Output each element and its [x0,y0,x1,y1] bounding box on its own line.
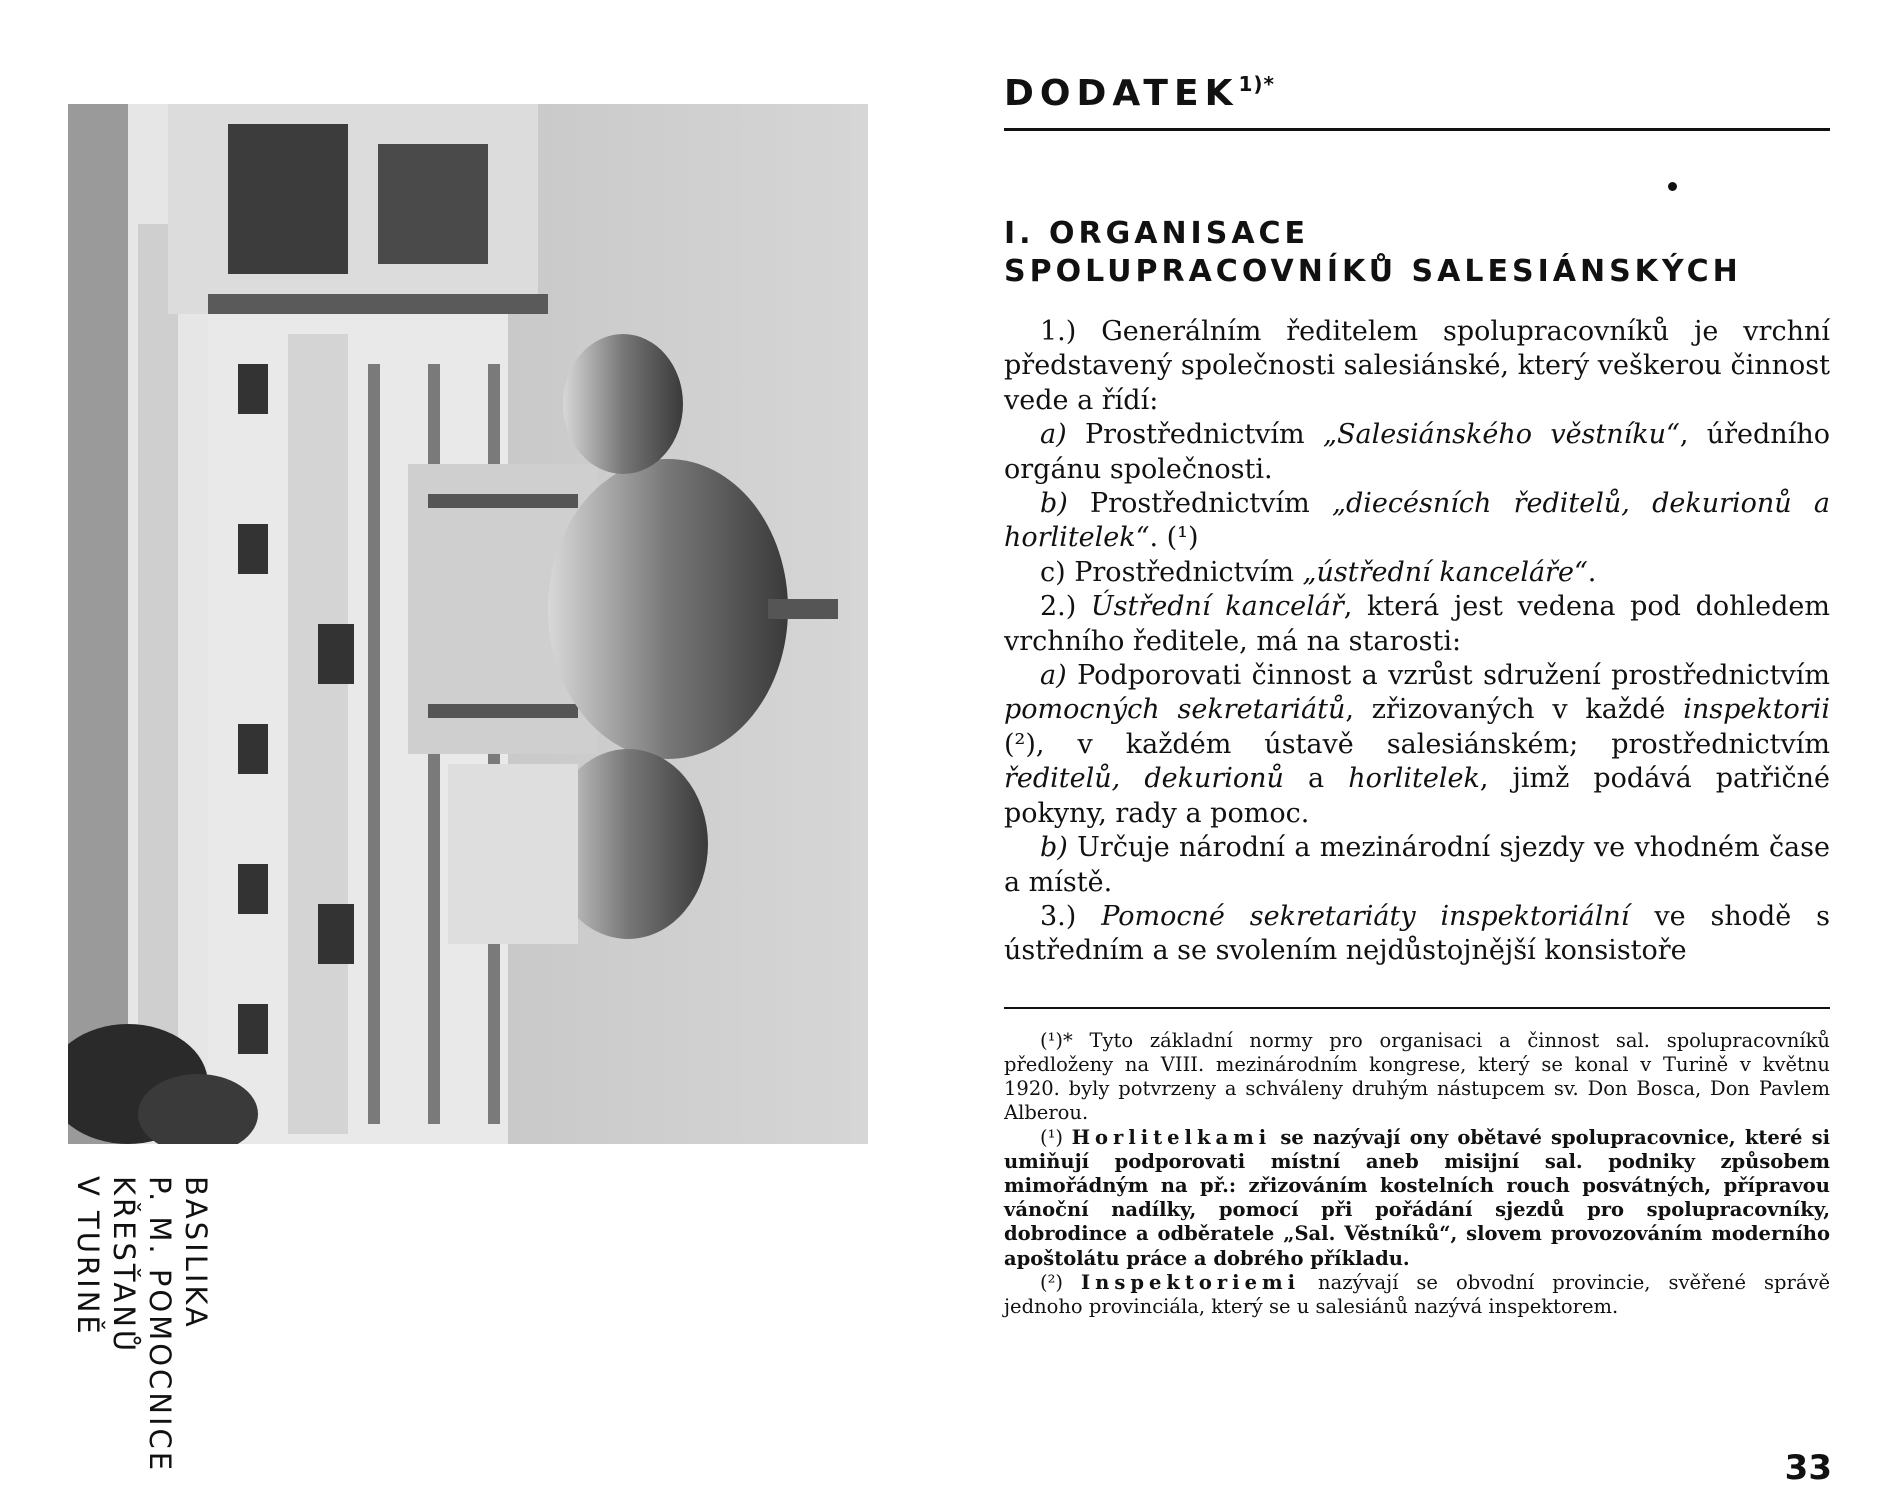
item-letter: a) [1040,419,1067,451]
section-heading-line-2: SPOLUPRACOVNÍKŮ SALESIÁNSKÝCH [1004,254,1742,289]
section-heading [1004,215,1830,291]
italic-run: inspektorii [1683,694,1830,726]
ink-dot [1668,182,1677,191]
text-run: se nazývají ony obětavé spolupracovnice, které si umiňují podporovati místní aneb misijní sal. podniky způsobem mimořádným na př.: zřizováním kostelních rouch posvátných, přípravou vánoční nadílky, pomocí při pořádání sjezdů pro spolupracovníky, dobrodince a odběratele „Sal. Věstníků“, slovem provozováním moderního apoštolátu práce a dobrého příkladu. [1004,1125,1830,1270]
paragraph-1c [1004,556,1830,590]
text-run: Prostřednictvím [1067,488,1332,520]
italic-run: horlitelek [1348,763,1480,795]
chapter-title [1004,62,1830,116]
footnote-rule [1004,1007,1830,1009]
paragraph-2b [1004,831,1830,900]
spaced-term: Horlitelkami [1071,1125,1272,1149]
footnote-mark: (¹) [1040,1125,1072,1149]
spaced-term: Inspektoriemi [1081,1270,1301,1294]
item-letter: b) [1040,488,1068,520]
page-number: 33 [1784,1448,1832,1488]
text-run: (²), v každém ústavě salesiánském; prostřednictvím [1004,728,1830,760]
caption-line-3: KŘESŤANŮ [107,1176,141,1355]
text-run: , zřizovaných v každé [1345,694,1684,726]
text-run: Určuje národní a mezinárodní sjezdy ve vhodném čase a místě. [1004,832,1830,898]
paragraph-1b [1004,487,1830,556]
italic-run: pomocných sekretariátů [1004,694,1346,726]
text-run: . [1587,556,1597,588]
caption-line-4: V TURINĚ [71,1176,105,1337]
body-text [1004,315,1830,969]
basilica-photo [68,104,868,1144]
text-run: Podporovati činnost a vzrůst sdružení prostřednictvím [1066,660,1830,692]
chapter-title-text: DODATEK [1004,73,1239,114]
paragraph-2a [1004,659,1830,831]
text-run: , úředního orgánu společnosti. [1004,419,1830,485]
basilica-photo-image [68,104,868,1144]
text-run: c) Prostřednictvím [1040,556,1303,588]
text-run: , jimž podává patřičné pokyny, rady a pomoc. [1004,763,1831,829]
text-page [1004,62,1830,1482]
text-run: 2.) [1040,591,1091,623]
chapter-title-footnote-mark: 1)* [1238,72,1275,96]
italic-run: ředitelů, dekurionů [1004,763,1284,795]
section-heading-line-1: I. ORGANISACE [1004,216,1310,251]
italic-run: „diecésních ředitelů, dekurionů a horlitelek“ [1004,488,1830,554]
text-run: nazývají se obvodní provincie, svěřené správě jednoho provinciála, který se u salesiánů nazývá inspektorem. [1004,1270,1831,1318]
paragraph-1a [1004,418,1830,487]
text-run: . (¹) [1149,522,1199,554]
footnotes [1004,1029,1830,1319]
paragraph-3 [1004,900,1830,969]
italic-run: „Salesiánského věstníku“ [1322,419,1680,451]
paragraph-1: 1.) Generálním ředitelem spolupracovníků je vrchní představený společnosti salesiánské, který veškerou činnost vede a řídí: [1004,316,1830,416]
italic-run: Ústřední kancelář [1090,591,1344,623]
italic-run: „ústřední kanceláře“ [1302,556,1588,588]
text-run: Prostřednictvím [1066,419,1323,451]
footnote-2 [1004,1126,1830,1271]
text-run: 3.) [1040,900,1102,932]
text-run: a [1283,763,1349,795]
text-run: , která jest vedena pod dohledem vrchního ředitele, má na starosti: [1004,591,1830,657]
footnote-3 [1004,1271,1830,1319]
footnote-mark: (²) [1040,1270,1082,1294]
footnote-1: (¹)* Tyto základní normy pro organisaci a činnost sal. spolupracovníků předloženy na VIII. mezinárodním kongrese, který se konal v Turině v květnu 1920. byly potvrzeny a schváleny druhým nástupcem sv. Don Bosca, Don Pavlem Alberou. [1004,1028,1830,1125]
item-letter: b) [1040,832,1068,864]
caption-line-1: BASILIKA [179,1176,213,1330]
italic-run: Pomocné sekretariáty inspektoriální [1101,900,1630,932]
paragraph-2 [1004,590,1830,659]
photo-caption [64,1176,214,1474]
item-letter: a) [1040,660,1067,692]
caption-line-2: P. M. POMOCNICE [143,1176,177,1474]
title-rule [1004,128,1830,131]
text-run: ve shodě s ústředním a se svolením nejdůstojnější konsistoře [1004,900,1830,967]
